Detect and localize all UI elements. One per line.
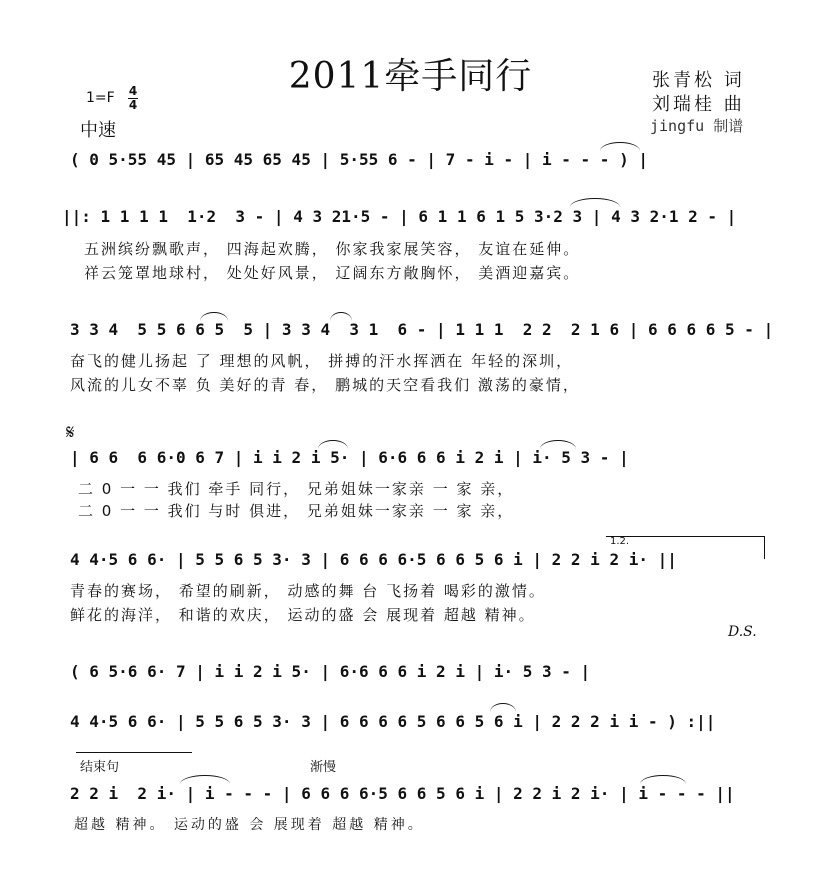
lyric-line-2b: 风流的儿女不辜 负 美好的青 春， 鹏城的天空看我们 激荡的豪情，	[70, 376, 580, 394]
score-row-verse-1: ||: 1 1 1 1 1·2 3 - | 4 3 21·5 - | 6 1 1 6 1 5 3·2 3 | 4 3 2·1 2 - |	[62, 207, 737, 226]
lyric-line-3a: 二 0 一 一 我们 牵手 同行， 兄弟姐妹一家亲 一 家 亲，	[78, 480, 515, 498]
time-signature	[128, 86, 138, 111]
score-row-chorus-1: | 6 6 6 6·0 6 7 | i i 2 i 5· | 6·6 6 6 i 2 i | i· 5 3 - |	[70, 448, 629, 467]
arranger-credit: jingfu 制谱	[650, 117, 744, 135]
tie-arc	[200, 312, 228, 321]
lyric-line-ending: 超越 精神。 运动的盛 会 展现着 超越 精神。	[74, 817, 425, 833]
tie-arc	[570, 198, 620, 207]
volta-label: 1.2.	[610, 536, 630, 547]
tie-arc	[640, 775, 686, 784]
tie-arc	[318, 440, 348, 449]
score-row-verse-2: 3 3 4 5 5 6 6 5 5 | 3 3 4 3 1 6 - | 1 1 1 2 2 2 1 6 | 6 6 6 6 5 - |	[70, 320, 774, 339]
tie-arc	[180, 775, 230, 784]
tie-arc	[490, 703, 516, 712]
key-signature: 1=F	[86, 90, 115, 106]
ending-label: 结束句	[80, 760, 120, 775]
ritardando-label: 渐慢	[310, 760, 337, 775]
tie-arc	[600, 142, 640, 151]
score-row-ending: 2 2 i 2 i· | i - - - | 6 6 6 6·5 6 6 5 6 i | 2 2 i 2 i· | i - - - ||	[70, 784, 735, 803]
time-signature-bottom: 4	[128, 98, 138, 112]
lyric-line-1b: 祥云笼罩地球村， 处处好风景， 辽阔东方敞胸怀， 美酒迎嘉宾。	[84, 264, 581, 282]
score-row-chorus-2: 4 4·5 6 6· | 5 5 6 5 3· 3 | 6 6 6 6·5 6 6 5 6 i | 2 2 i 2 i· ||	[70, 550, 677, 569]
tie-arc	[330, 312, 352, 321]
time-signature-top: 4	[128, 84, 138, 98]
score-row-interlude-2: 4 4·5 6 6· | 5 5 6 5 3· 3 | 6 6 6 6 5 6 6 5 6 i | 2 2 2 i i - ) :||	[70, 712, 716, 731]
tie-arc	[540, 440, 576, 449]
segno-sign: 𝄋	[66, 420, 75, 444]
lyric-line-4a: 青春的赛场， 希望的刷新， 动感的舞 台 飞扬着 喝彩的激情。	[70, 582, 546, 600]
composer-credit: 刘瑞桂 曲	[652, 94, 745, 115]
lyric-line-1a: 五洲缤纷飘歌声， 四海起欢腾， 你家我家展笑容， 友谊在延伸。	[84, 240, 581, 258]
song-title: 2011牵手同行	[288, 56, 533, 97]
lyric-line-4b: 鲜花的海洋， 和谐的欢庆， 运动的盛 会 展现着 超越 精神。	[70, 606, 536, 624]
lyricist-credit: 张青松 词	[652, 70, 745, 91]
coda-bracket	[76, 752, 192, 753]
tempo-marking: 中速	[80, 120, 116, 141]
lyric-line-2a: 奋飞的健儿扬起 了 理想的风帆， 拼搏的汗水挥洒在 年轻的深圳，	[70, 352, 574, 370]
ds-marking: D.S.	[728, 624, 757, 640]
score-row-interlude-1: ( 6 5·6 6· 7 | i i 2 i 5· | 6·6 6 6 i 2 i | i· 5 3 - |	[70, 662, 591, 681]
score-row-intro: ( 0 5·55 45 | 65 45 65 45 | 5·55 6 - | 7 - i - | i - - - ) |	[70, 150, 648, 169]
lyric-line-3b: 二 0 一 一 我们 与时 俱进， 兄弟姐妹一家亲 一 家 亲，	[78, 502, 515, 520]
